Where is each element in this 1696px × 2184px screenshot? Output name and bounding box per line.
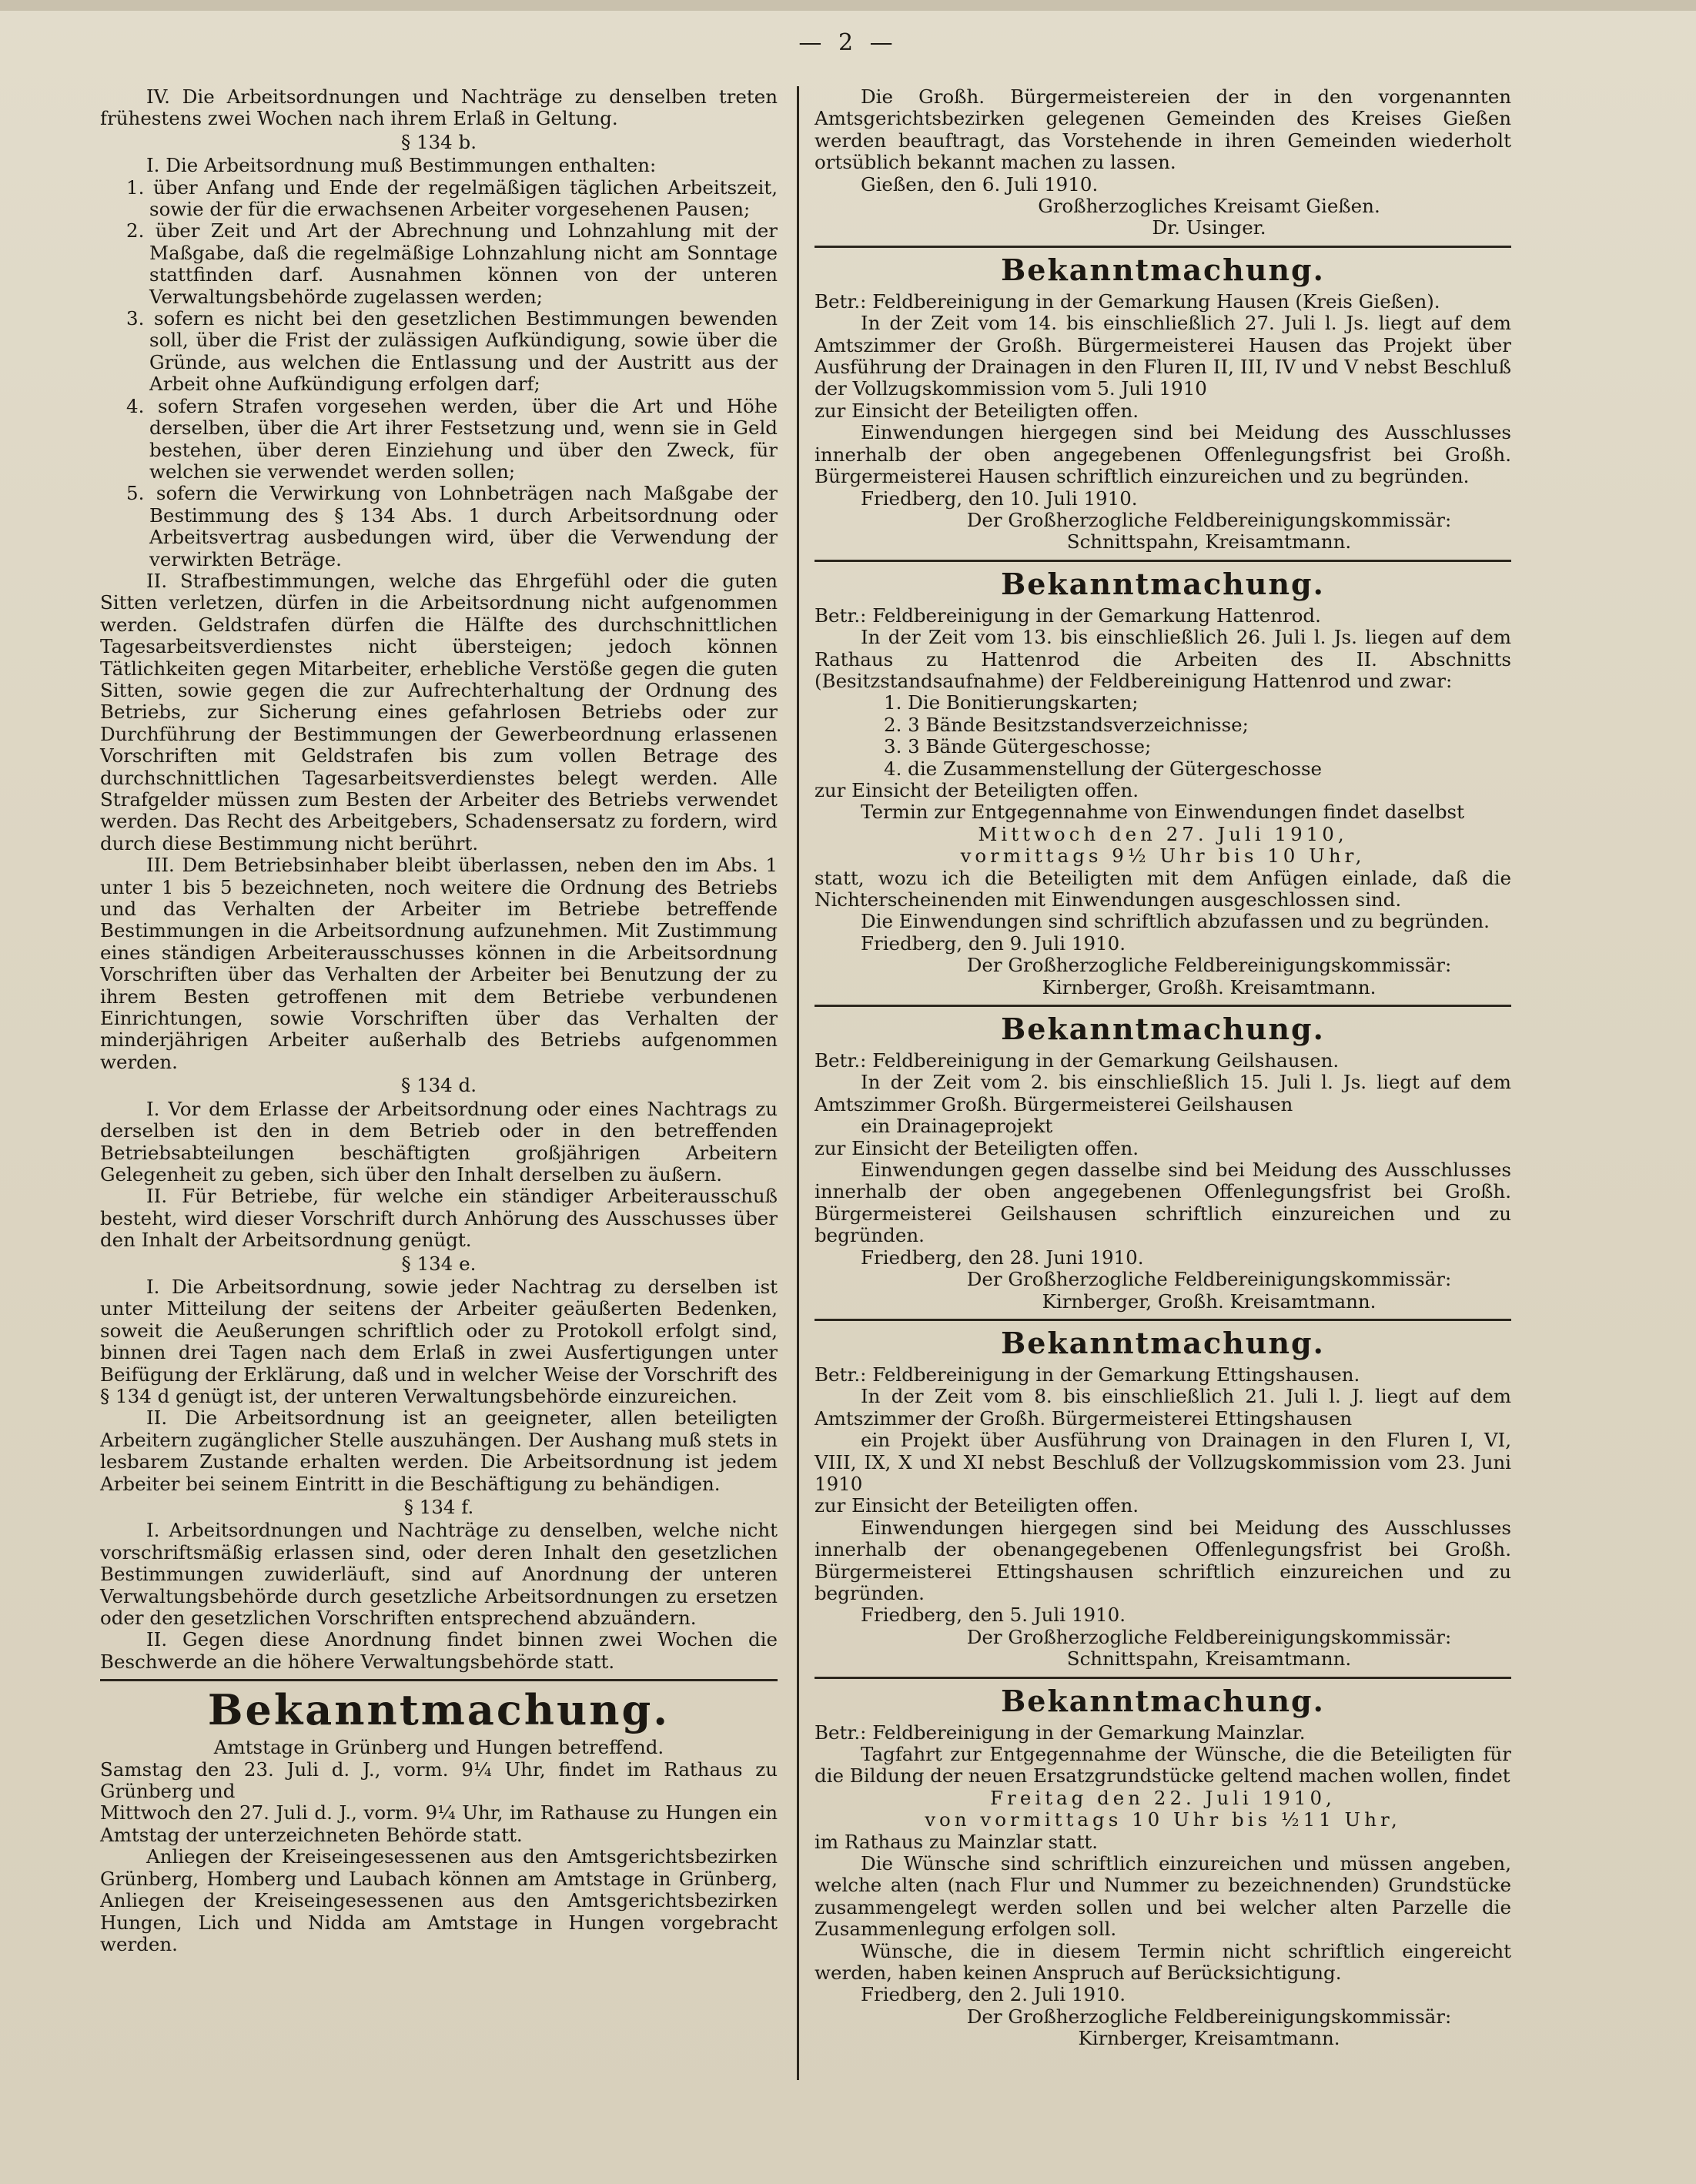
notice-title-geilshausen: Bekanntmachung. — [1001, 1012, 1325, 1047]
notice-title-ettingshausen: Bekanntmachung. — [1001, 1325, 1325, 1360]
notice-title-amtstage: Bekanntmachung. — [207, 1685, 671, 1735]
notice-signature-name: Schnittspahn, Kreisamtmann. — [1066, 1647, 1352, 1671]
notice-paragraph: statt, wozu ich die Beteiligten mit dem Anfügen einlade, daß die Nichterscheinenden mit Einwendungen ausgeschlossen sind. — [815, 866, 1511, 911]
paragraph-f-i: I. Arbeitsordnungen und Nachträge zu denselben, welche nicht vorschriftsmäßig erlassen sind, oder deren Inhalt den gesetzlichen Bestimmungen zuwiderläuft, sind auf Anordnung der unteren Verwaltungsbehörde durch gesetzliche Arbeitsordnungen zu ersetzen oder den gesetzlichen Vorschriften entsprechend abzuändern. — [100, 1519, 778, 1630]
list-item: 1. über Anfang und Ende der regelmäßigen täglichen Arbeitszeit, sowie der für die erwachsenen Arbeiter vorgesehenen Pausen; — [126, 176, 778, 221]
notice-signature-title: Der Großherzogliche Feldbereinigungskommissär: — [966, 508, 1452, 531]
paragraph-b-iii: III. Dem Betriebsinhaber bleibt überlassen, neben den im Abs. 1 unter 1 bis 5 bezeichneten, noch weitere die Ordnung des Betriebs und das Verhalten der Arbeiter im Betriebe betreffende Bestimmungen in die Arbeitsordnung aufzunehmen. Mit Zustimmung eines ständigen Arbeiterausschusses können in die Arbeitsordnung Vorschriften über das Verhalten der Arbeiter bei Benutzung der zu ihrem Besten getroffenen mit dem Betriebe verbundenen Einrichtungen, sowie Vorschriften über das Verhalten der minderjährigen Arbeiter außerhalb des Betriebs aufgenommen werden. — [100, 854, 778, 1073]
notice-date: Friedberg, den 9. Juli 1910. — [861, 931, 1126, 955]
list-item: 5. sofern die Verwirkung von Lohnbeträgen nach Maßgabe der Bestimmung des § 134 Abs. 1 durch Arbeitsordnung oder Arbeitsvertrag ausbedungen wird, über die Verwendung der verwirkten Beträge. — [126, 482, 778, 570]
notice-time-highlight: von vormittags 10 Uhr bis ½11 Uhr, — [925, 1808, 1401, 1831]
notice-betreff: Betr.: Feldbereinigung in der Gemarkung Mainzlar. — [815, 1721, 1306, 1744]
notice-paragraph: zur Einsicht der Beteiligten offen. — [815, 778, 1139, 801]
notice-list — [815, 692, 1511, 780]
list-item: 4. die Zusammenstellung der Gütergeschosse — [884, 757, 1323, 780]
notice-date: Friedberg, den 2. Juli 1910. — [861, 1983, 1126, 2006]
notice-paragraph: zur Einsicht der Beteiligten offen. — [815, 1494, 1139, 1517]
intro-paragraph: Die Großh. Bürgermeistereien der in den vorgenannten Amtsgerichtsbezirken gelegenen Gemeinden des Kreises Gießen werden beauftragt, das Vorstehende in ihren Gemeinden wiederholt ortsüblich bekannt machen zu lassen. — [815, 85, 1511, 174]
notice-betreff: Betr.: Feldbereinigung in der Gemarkung Hattenrod. — [815, 604, 1321, 627]
notice-title-hausen: Bekanntmachung. — [1001, 252, 1325, 287]
notice-paragraph: In der Zeit vom 14. bis einschließlich 27. Juli l. Js. liegt auf dem Amtszimmer der Großh. Bürgermeisterei Hausen das Projekt über Ausführung der Drainagen in den Fluren II, III, IV und V nebst Beschluß der Vollzugskommission vom 5. Juli 1910 — [815, 312, 1511, 400]
notice-paragraph: Die Einwendungen sind schriftlich abzufassen und zu begründen. — [861, 910, 1490, 933]
paragraph-e-i: I. Die Arbeitsordnung, sowie jeder Nachtrag zu derselben ist unter Mitteilung der seitens der Arbeiter geäußerten Bedenken, soweit die Aeußerungen schriftlich oder zu Protokoll erfolgt sind, binnen drei Tagen nach dem Erlaß in zwei Ausfertigungen unter Beifügung der Erklärung, daß und in welcher Weise der Vorschrift des § 134 d genügt ist, der unteren Verwaltungsbehörde einzureichen. — [100, 1275, 778, 1407]
notice-signature-title: Der Großherzogliche Feldbereinigungskommissär: — [966, 954, 1452, 977]
page-number: — 2 — — [798, 29, 898, 56]
section-rule — [815, 1319, 1511, 1321]
list-item: 3. 3 Bände Gütergeschosse; — [884, 735, 1152, 758]
paragraph-d-ii: II. Für Betriebe, für welche ein ständiger Arbeiterausschuß besteht, wird dieser Vorschrift durch Anhörung des Ausschusses über den Inhalt der Arbeitsordnung genügt. — [100, 1185, 778, 1252]
notice-paragraph: zur Einsicht der Beteiligten offen. — [815, 399, 1139, 422]
notice-signature-name: Kirnberger, Kreisamtmann. — [1078, 2027, 1340, 2050]
section-rule — [815, 246, 1511, 248]
notice-paragraph: ein Projekt über Ausführung von Drainagen in den Fluren I, VI, VIII, IX, X und XI nebst Beschluß der Vollzugskommission vom 23. Juni 1910 — [815, 1429, 1511, 1495]
notice-paragraph: Die Wünsche sind schriftlich einzureichen und müssen angeben, welche alten (nach Flur und Nummer zu bezeichnenden) Grundstücke zusammengelegt werden sollen und bei welcher alten Parzelle die Zusammenlegung erfolgen soll. — [815, 1852, 1511, 1941]
notice-date: Friedberg, den 28. Juni 1910. — [861, 1246, 1144, 1269]
notice-paragraph: Anliegen der Kreiseingesessenen aus den Amtsgerichtsbezirken Grünberg, Homberg und Laubach können am Amtstage in Grünberg, Anliegen der Kreiseingesessenen aus den Amtsgerichtsbezirken Hungen, Lich und Nidda am Amtstage in Hungen vorgebracht werden. — [100, 1845, 778, 1955]
notice-betreff: Betr.: Feldbereinigung in der Gemarkung Geilshausen. — [815, 1049, 1340, 1072]
section-134f-heading: § 134 f. — [403, 1496, 474, 1518]
section-rule — [815, 560, 1511, 562]
left-column — [100, 86, 778, 1955]
notice-signature-title: Der Großherzogliche Feldbereinigungskommissär: — [966, 2005, 1452, 2028]
section-rule — [815, 1677, 1511, 1679]
notice-paragraph: Einwendungen gegen dasselbe sind bei Meidung des Ausschlusses innerhalb der oben angegebenen Offenlegungsfrist bei Großh. Bürgermeisterei Geilshausen schriftlich einzureichen und zu begründen. — [815, 1159, 1511, 1247]
notice-paragraph: In der Zeit vom 2. bis einschließlich 15. Juli l. Js. liegt auf dem Amtszimmer Großh. Bürgermeisterei Geilshausen — [815, 1071, 1511, 1115]
notice-betreff: Betr.: Feldbereinigung in der Gemarkung Hausen (Kreis Gießen). — [815, 289, 1440, 313]
paragraph-b-ii: II. Strafbestimmungen, welche das Ehrgefühl oder die guten Sitten verletzen, dürfen in die Arbeitsordnung nicht aufgenommen werden. Geldstrafen dürfen die Hälfte des durchschnittlichen Tagesarbeitsverdienstes nicht übersteigen; jedoch können Tätlichkeiten gegen Mitarbeiter, erhebliche Verstöße gegen die guten Sitten, sowie gegen die zur Aufrechterhaltung der Ordnung des Betriebs, zur Sicherung eines gefahrlosen Betriebs oder zur Durchführung der Bestimmungen der Gewerbeordnung erlassenen Vorschriften mit Geldstrafen bis zum vollen Betrage des durchschnittlichen Tagesarbeitsverdienstes belegt werden. Alle Strafgelder müssen zum Besten der Arbeiter des Betriebs verwendet werden. Das Recht des Arbeitgebers, Schadensersatz zu fordern, wird durch diese Bestimmung nicht berührt. — [100, 569, 778, 855]
notice-date: Friedberg, den 5. Juli 1910. — [861, 1604, 1126, 1627]
notice-betreff: Betr.: Feldbereinigung in der Gemarkung Ettingshausen. — [815, 1363, 1360, 1386]
column-divider — [797, 86, 799, 2080]
list-item: 3. sofern es nicht bei den gesetzlichen Bestimmungen bewenden soll, über die Frist der zulässigen Aufkündigung, sowie über die Gründe, aus welchen die Entlassung und der Austritt aus der Arbeit ohne Aufkündigung erfolgen darf; — [126, 307, 778, 396]
notice-title-hattenrod: Bekanntmachung. — [1001, 566, 1325, 601]
notice-title-mainzlar: Bekanntmachung. — [1001, 1683, 1325, 1718]
list-item: 2. über Zeit und Art der Abrechnung und Lohnzahlung mit der Maßgabe, daß die regelmäßige Lohnzahlung nicht am Sonntage stattfinden darf. Ausnahmen können von der unteren Verwaltungsbehörde zugelassen werden; — [126, 219, 778, 308]
paragraph-iv: IV. Die Arbeitsordnungen und Nachträge zu denselben treten frühestens zwei Wochen nach ihrem Erlaß in Geltung. — [100, 85, 778, 130]
notice-paragraph: Einwendungen hiergegen sind bei Meidung des Ausschlusses innerhalb der oben angegebenen Offenlegungsfrist bei Großh. Bürgermeisterei Hausen schriftlich einzureichen und zu begründen. — [815, 421, 1511, 488]
notice-paragraph: zur Einsicht der Beteiligten offen. — [815, 1136, 1139, 1159]
notice-time-highlight: vormittags 9½ Uhr bis 10 Uhr, — [960, 845, 1366, 868]
section-rule — [100, 1679, 778, 1681]
notice-paragraph: im Rathaus zu Mainzlar statt. — [815, 1830, 1098, 1853]
notice-paragraph: Samstag den 23. Juli d. J., vorm. 9¼ Uhr, findet im Rathaus zu Grünberg und — [100, 1758, 778, 1803]
section-134d-heading: § 134 d. — [400, 1074, 477, 1097]
notice-signature-title: Der Großherzogliche Feldbereinigungskommissär: — [966, 1625, 1452, 1648]
notice-paragraph: In der Zeit vom 13. bis einschließlich 26. Juli l. Js. liegen auf dem Rathaus zu Hattenrod die Arbeiten des II. Abschnitts (Besitzstandsaufnahme) der Feldbereinigung Hattenrod und zwar: — [815, 626, 1511, 692]
notice-paragraph: Termin zur Entgegennahme von Einwendungen findet daselbst — [861, 801, 1464, 824]
notice-paragraph: Mittwoch den 27. Juli d. J., vorm. 9¼ Uhr, im Rathause zu Hungen ein Amtstag der unterzeichneten Behörde statt. — [100, 1801, 778, 1846]
intro-signature-authority: Großherzogliches Kreisamt Gießen. — [1038, 195, 1380, 218]
notice-paragraph: Tagfahrt zur Entgegennahme der Wünsche, die die Beteiligten für die Bildung der neuen Ersatzgrundstücke geltend machen wollen, findet — [815, 1743, 1511, 1788]
section-134e-heading: § 134 e. — [401, 1252, 477, 1275]
notice-signature-name: Schnittspahn, Kreisamtmann. — [1066, 530, 1352, 554]
intro-date: Gießen, den 6. Juli 1910. — [861, 172, 1099, 196]
section-134b-heading: § 134 b. — [400, 130, 477, 153]
paragraph-f-ii: II. Gegen diese Anordnung findet binnen zwei Wochen die Beschwerde an die höhere Verwaltungsbehörde statt. — [100, 1628, 778, 1673]
notice-paragraph: Einwendungen hiergegen sind bei Meidung des Ausschlusses innerhalb der obenangegebenen Offenlegungsfrist bei Großh. Bürgermeisterei Ettingshausen schriftlich einzureichen und zu begründen. — [815, 1516, 1511, 1604]
notice-date: Friedberg, den 10. Juli 1910. — [861, 487, 1138, 510]
right-column — [815, 86, 1511, 2050]
notice-date-highlight: Mittwoch den 27. Juli 1910, — [978, 822, 1348, 845]
notice-paragraph: ein Drainageprojekt — [861, 1115, 1053, 1138]
notice-paragraph: Wünsche, die in diesem Termin nicht schriftlich eingereicht werden, haben keinen Anspruch auf Berücksichtigung. — [815, 1939, 1511, 1985]
page-top-edge — [0, 0, 1696, 11]
list-item: 1. Die Bonitierungskarten; — [884, 691, 1139, 714]
notice-date-highlight: Freitag den 22. Juli 1910, — [990, 1786, 1336, 1809]
notice-subject: Amtstage in Grünberg und Hungen betreffend. — [213, 1736, 664, 1759]
notice-paragraph: In der Zeit vom 8. bis einschließlich 21. Juli l. J. liegt auf dem Amtszimmer der Großh. Bürgermeisterei Ettingshausen — [815, 1385, 1511, 1430]
section-rule — [815, 1005, 1511, 1007]
paragraph-b-intro: I. Die Arbeitsordnung muß Bestimmungen enthalten: — [146, 154, 657, 177]
notice-signature-name: Kirnberger, Großh. Kreisamtmann. — [1042, 1289, 1377, 1313]
paragraph-e-ii: II. Die Arbeitsordnung ist an geeigneter, allen beteiligten Arbeitern zugänglicher Stelle auszuhängen. Der Aushang muß stets in lesbarem Zustande erhalten werden. Die Arbeitsordnung ist jedem Arbeiter bei seinem Eintritt in die Beschäftigung zu behändigen. — [100, 1406, 778, 1495]
list-item: 4. sofern Strafen vorgesehen werden, über die Art und Höhe derselben, über die Art ihrer Festsetzung und, wenn sie in Geld bestehen, über deren Einziehung und über den Zweck, für welchen sie verwendet werden sollen; — [126, 394, 778, 483]
list-item: 2. 3 Bände Besitzstandsverzeichnisse; — [884, 713, 1249, 736]
notice-signature-name: Kirnberger, Großh. Kreisamtmann. — [1042, 975, 1377, 998]
notice-signature-title: Der Großherzogliche Feldbereinigungskommissär: — [966, 1268, 1452, 1291]
intro-signature-name: Dr. Usinger. — [1152, 216, 1266, 239]
paragraph-d-i: I. Vor dem Erlasse der Arbeitsordnung oder eines Nachtrags zu derselben ist den in dem Betrieb oder in den betreffenden Betriebsabteilungen beschäftigten großjährigen Arbeitern Gelegenheit zu geben, sich über den Inhalt derselben zu äußern. — [100, 1097, 778, 1186]
